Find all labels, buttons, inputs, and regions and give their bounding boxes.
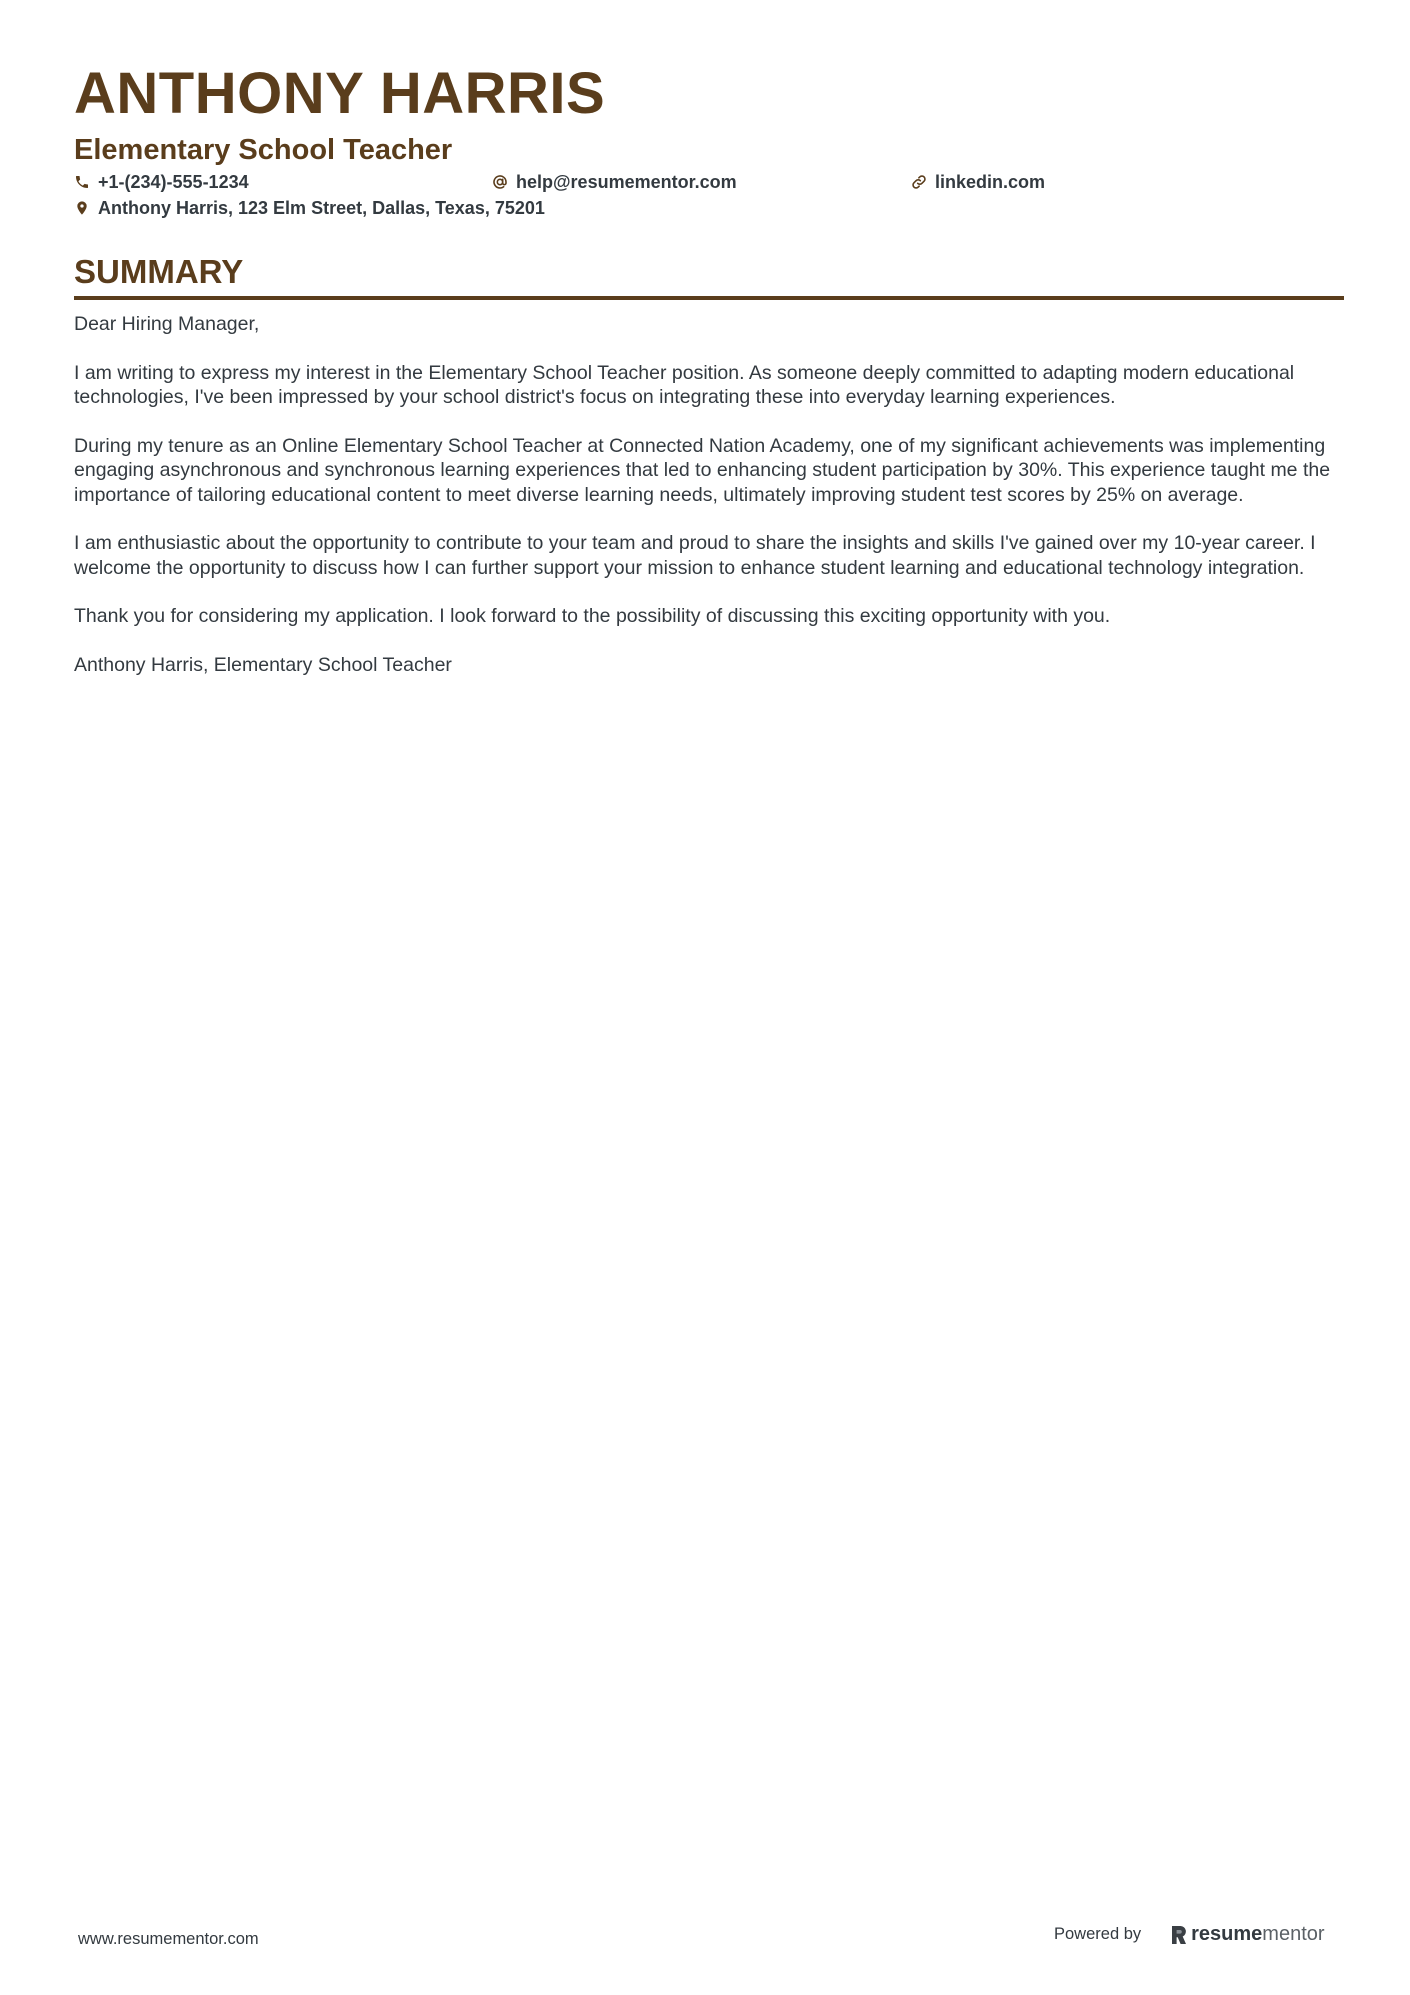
paragraph-enthusiasm: I am enthusiastic about the opportunity to contribute to your team and proud to share the insights and skills I've gained over my 10-year career. I welcome the opportunity to discuss how I can further support your mission to enhance student learning and educational technology integration.: [74, 532, 1316, 579]
resumementor-logo-icon: [1171, 1925, 1187, 1945]
contact-phone[interactable]: [74, 170, 249, 194]
linkedin-text: linkedin.com: [935, 171, 1046, 192]
email-text: help@resumementor.com: [516, 171, 737, 192]
link-icon: [911, 174, 927, 190]
brand-name-bold: resume: [1191, 1923, 1263, 1945]
brand-logo[interactable]: [1171, 1923, 1324, 1946]
contact-linkedin[interactable]: [911, 170, 1045, 194]
paragraph-intro: I am writing to express my interest in the Elementary School Teacher position. As someone deeply committed to adapting modern educational technologies, I've been impressed by your school district's focus on integrating these into everyday learning experiences.: [74, 361, 1295, 408]
phone-text: +1-(234)-555-1234: [98, 171, 249, 192]
contact-info: [74, 170, 1344, 222]
footer-branding: [1054, 1923, 1325, 1946]
section-divider: [74, 296, 1344, 300]
contact-email[interactable]: [492, 170, 737, 194]
paragraph-experience: During my tenure as an Online Elementary School Teacher at Connected Nation Academy, one of my significant achievements was implementing engaging asynchronous and synchronous learning experiences that led to enhancing student participation by 30%. This experience taught me the importance of tailoring educational content to meet diverse learning needs, ultimately improving student test scores by 25% on average.: [74, 434, 1331, 506]
letter-body: [74, 312, 1344, 677]
brand-name-light: mentor: [1262, 1923, 1325, 1945]
phone-icon: [74, 174, 90, 190]
signature: Anthony Harris, Elementary School Teacher: [74, 653, 452, 676]
cover-letter-page: [74, 58, 1344, 701]
candidate-role: Elementary School Teacher: [74, 134, 453, 166]
map-pin-icon: [74, 200, 90, 216]
contact-address: [74, 196, 545, 220]
candidate-name: ANTHONY HARRIS: [74, 61, 606, 126]
summary-heading: SUMMARY: [74, 253, 244, 290]
salutation: Dear Hiring Manager,: [74, 313, 260, 335]
at-sign-icon: [492, 174, 508, 190]
footer-website[interactable]: www.resumementor.com: [78, 1930, 259, 1948]
paragraph-closing: Thank you for considering my application. I look forward to the possibility of discussing this exciting opportunity with you.: [74, 605, 1111, 627]
address-text: Anthony Harris, 123 Elm Street, Dallas, Texas, 75201: [98, 197, 545, 218]
powered-by-label: Powered by: [1054, 1925, 1142, 1943]
